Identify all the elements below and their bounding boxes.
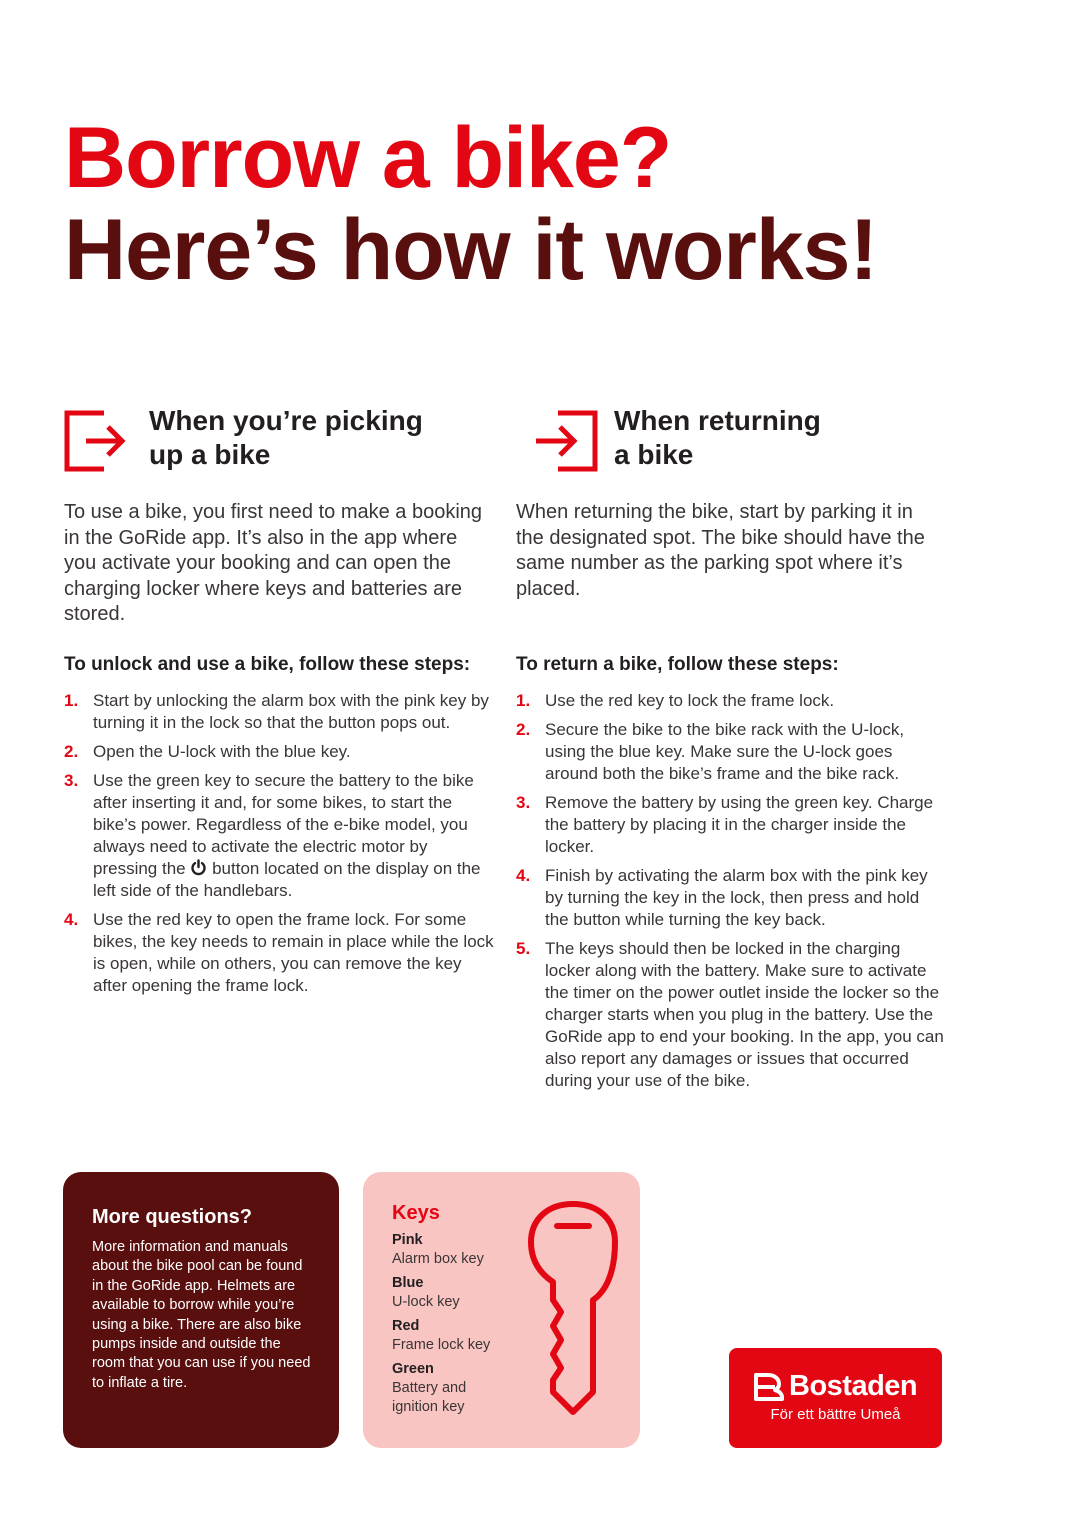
- list-item: [64, 770, 494, 902]
- title-line-1: Borrow a bike?: [64, 110, 672, 206]
- title-line-2: Here’s how it works!: [64, 202, 878, 298]
- step-text: Use the red key to lock the frame lock.: [545, 691, 835, 711]
- key-item-green: [392, 1360, 512, 1417]
- return-heading-line-2: a bike: [614, 439, 694, 470]
- power-icon: [190, 859, 207, 876]
- step-text-after-icon: button located on the display on the left side of the handlebars.: [93, 858, 481, 900]
- key-description: U-lock key: [392, 1294, 460, 1310]
- pickup-section: [64, 404, 494, 1004]
- list-item: [516, 719, 946, 785]
- pickup-header: [64, 404, 494, 484]
- pickup-steps-heading: To unlock and use a bike, follow these steps:: [64, 653, 471, 675]
- step-number: 4.: [64, 909, 79, 929]
- step-text: The keys should then be locked in the charging locker along with the battery. Make sure to activate the timer on the power outlet inside the locker so the charger starts when you plug in the battery. Use the GoRide app to end your booking. In the app, you can also report any damages or issues that occurred during your use of the bike.: [545, 939, 944, 1091]
- questions-card: [63, 1172, 339, 1448]
- step-number: 4.: [516, 866, 531, 886]
- bostaden-logo: [729, 1348, 942, 1448]
- list-item: [516, 938, 946, 1092]
- step-text: Open the U-lock with the blue key.: [93, 741, 351, 761]
- step-text: Finish by activating the alarm box with the pink key by turning the key in the lock, then press and hold the button while turning the key back.: [545, 866, 928, 930]
- key-icon: [523, 1200, 623, 1420]
- return-steps-heading: To return a bike, follow these steps:: [516, 654, 839, 676]
- key-name: Blue: [392, 1275, 424, 1291]
- return-section: [516, 404, 946, 1099]
- step-text-before-icon: Use the green key to secure the battery to the bike after inserting it and, for some bikes, to start the bike’s power. Regardless of the e-bike model, you always need to activate the electric motor by pressing the: [93, 770, 474, 878]
- bostaden-logo-mark: [753, 1372, 785, 1402]
- return-header: [516, 404, 946, 484]
- list-item: [64, 690, 494, 734]
- page-title: [64, 112, 877, 296]
- pickup-heading-line-1: When you’re picking: [149, 405, 423, 436]
- pickup-steps-list: [64, 690, 494, 997]
- pickup-heading-line-2: up a bike: [149, 439, 271, 470]
- return-intro: When returning the bike, start by parking it in the designated spot. The bike should have the same number as the parking spot where it’s placed.: [516, 501, 925, 600]
- step-number: 2.: [516, 720, 531, 740]
- return-heading-line-1: When returning: [614, 405, 821, 436]
- step-text: Secure the bike to the bike rack with the U-lock, using the blue key. Make sure the U-lock goes around both the bike’s frame and the bike rack.: [545, 720, 905, 784]
- key-name: Green: [392, 1361, 434, 1377]
- step-text: Use the red key to open the frame lock. For some bikes, the key needs to remain in place while the lock is open, while on others, you can remove the key after opening the frame lock.: [93, 909, 494, 995]
- list-item: [516, 865, 946, 931]
- step-text: Start by unlocking the alarm box with the pink key by turning it in the lock so that the button pops out.: [93, 690, 489, 732]
- step-number: 1.: [516, 691, 531, 711]
- logo-name: Bostaden: [789, 1370, 918, 1402]
- exit-arrow-icon: [64, 410, 130, 472]
- keys-heading: Keys: [392, 1202, 440, 1224]
- step-number: 2.: [64, 741, 79, 761]
- key-description: Battery and ignition key: [392, 1380, 467, 1415]
- step-number: 3.: [516, 793, 531, 813]
- key-description: Alarm box key: [392, 1251, 484, 1267]
- list-item: [516, 690, 946, 712]
- step-number: 1.: [64, 690, 79, 710]
- pickup-heading: [149, 404, 423, 472]
- list-item: [516, 792, 946, 858]
- logo-tagline: För ett bättre Umeå: [770, 1406, 901, 1423]
- enter-arrow-icon: [532, 410, 598, 472]
- return-heading: [614, 404, 821, 472]
- pickup-intro: To use a bike, you first need to make a booking in the GoRide app. It’s also in the app where you activate your booking and can open the charging locker where keys and batteries are stored.: [64, 501, 483, 626]
- key-name: Red: [392, 1318, 420, 1334]
- questions-body: More information and manuals about the bike pool can be found in the GoRide app. Helmets are available to borrow while you’re using a bike. There are also bike pumps inside and outside the room that you can use if you need to inflate a tire.: [92, 1239, 311, 1391]
- list-item: [64, 909, 494, 997]
- step-number: 3.: [64, 770, 79, 790]
- list-item: [64, 741, 494, 763]
- key-name: Pink: [392, 1232, 423, 1248]
- questions-heading: More questions?: [92, 1206, 253, 1228]
- keys-card: [363, 1172, 640, 1448]
- step-number: 5.: [516, 939, 531, 959]
- key-description: Frame lock key: [392, 1337, 491, 1353]
- step-text: Remove the battery by using the green key. Charge the battery by placing it in the charger inside the locker.: [545, 793, 934, 857]
- return-steps-list: [516, 690, 946, 1092]
